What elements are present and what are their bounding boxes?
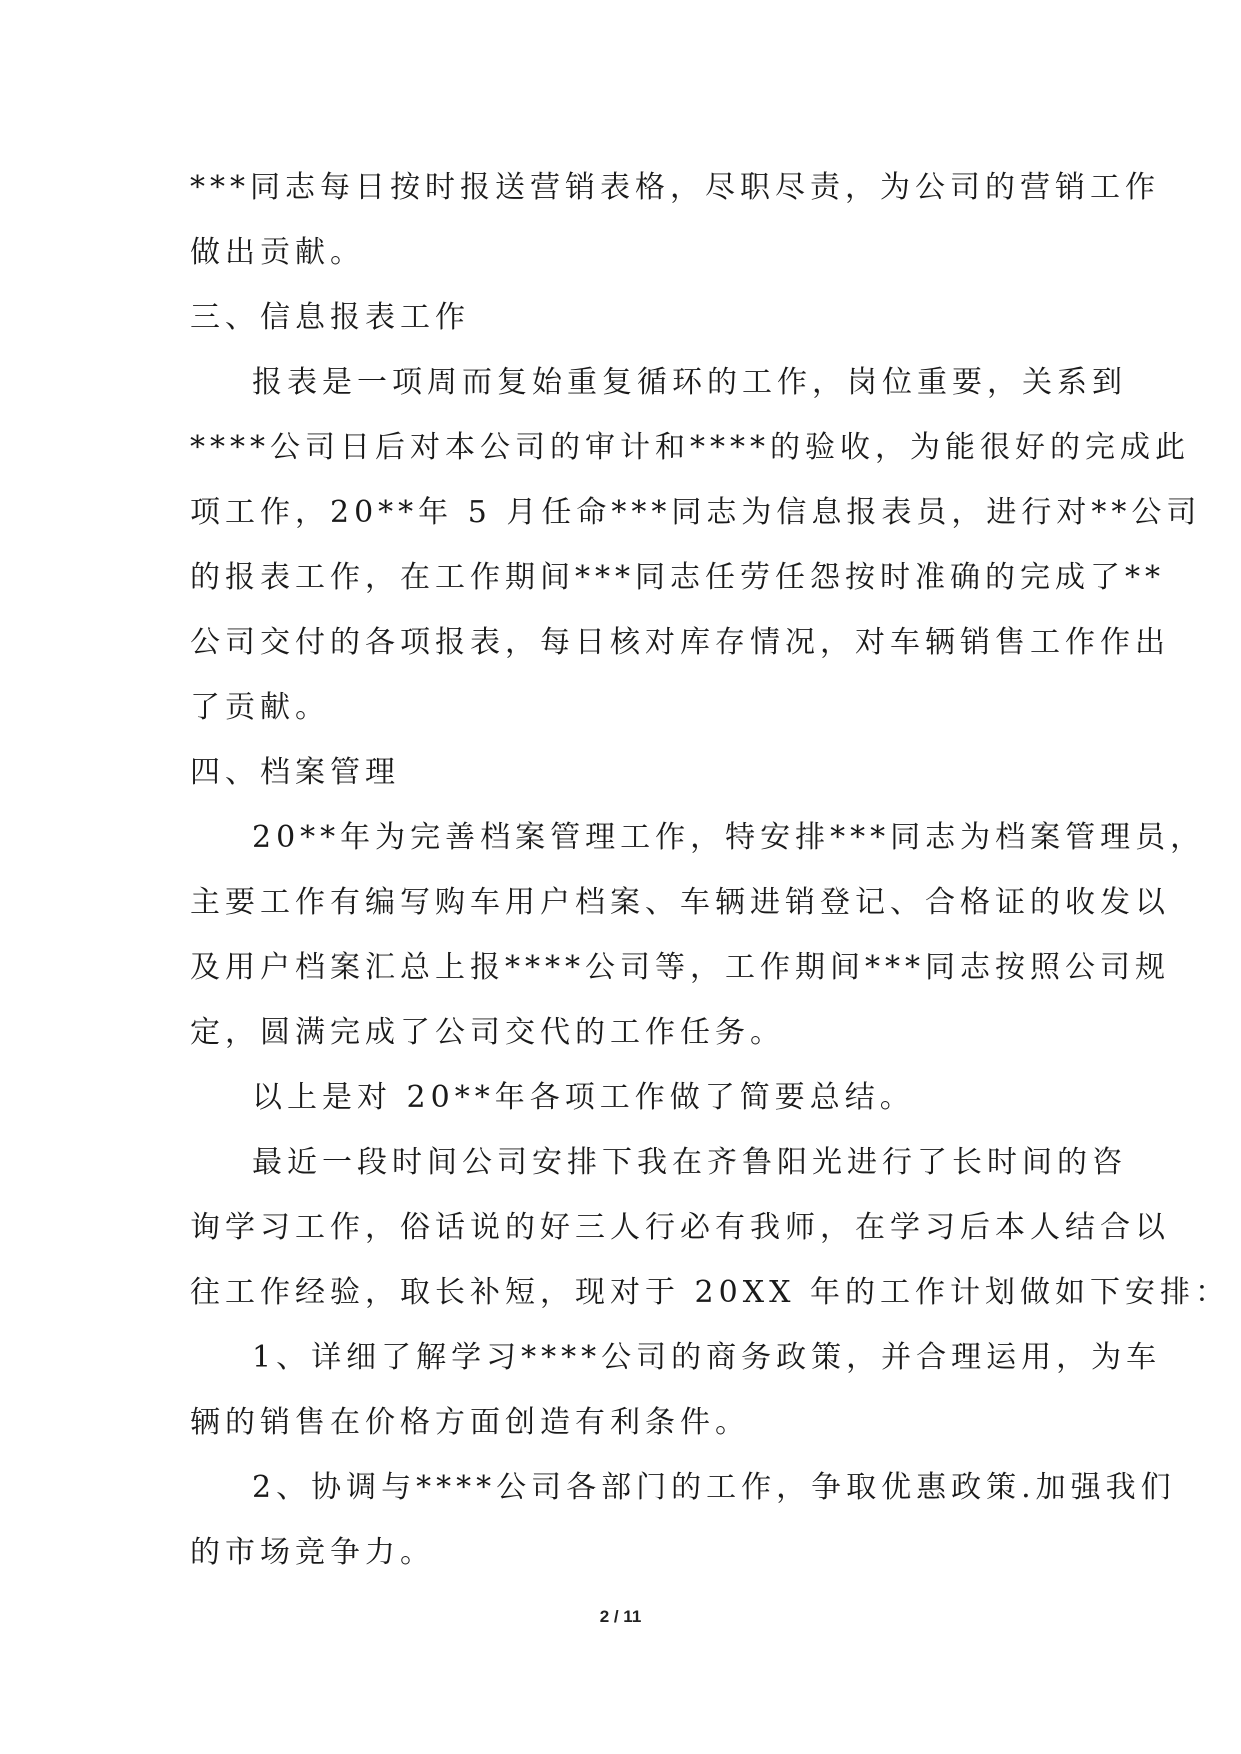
text-line: ****公司日后对本公司的审计和****的验收，为能很好的完成此 (190, 430, 1190, 465)
document-body (190, 155, 1230, 1585)
text-line: 询学习工作，俗话说的好三人行必有我师，在学习后本人结合以 (190, 1210, 1170, 1245)
text-line: 以上是对 20**年各项工作做了简要总结。 (252, 1080, 915, 1115)
text-line: 最近一段时间公司安排下我在齐鲁阳光进行了长时间的咨 (252, 1145, 1127, 1180)
text-line: 报表是一项周而复始重复循环的工作，岗位重要，关系到 (252, 365, 1127, 400)
text-line: 20**年为完善档案管理工作，特安排***同志为档案管理员， (252, 820, 1206, 855)
text-line: 项工作，20**年 5 月任命***同志为信息报表员，进行对**公司 (190, 495, 1202, 530)
text-line: 的市场竞争力。 (190, 1535, 435, 1570)
text-line: 1、详细了解学习****公司的商务政策，并合理运用，为车 (252, 1340, 1162, 1375)
text-line: 公司交付的各项报表，每日核对库存情况，对车辆销售工作作出 (190, 625, 1170, 660)
text-line: 做出贡献。 (190, 235, 365, 270)
text-line: 及用户档案汇总上报****公司等，工作期间***同志按照公司规 (190, 950, 1170, 985)
text-line: ***同志每日按时报送营销表格，尽职尽责，为公司的营销工作 (190, 170, 1160, 205)
text-line: 的报表工作，在工作期间***同志任劳任怨按时准确的完成了** (190, 560, 1165, 595)
text-line: 辆的销售在价格方面创造有利条件。 (190, 1405, 750, 1440)
page-number: 2 / 11 (599, 1607, 642, 1626)
text-line: 了贡献。 (190, 690, 330, 725)
text-line: 主要工作有编写购车用户档案、车辆进销登记、合格证的收发以 (190, 885, 1170, 920)
text-line: 定，圆满完成了公司交代的工作任务。 (190, 1015, 785, 1050)
text-line: 三、信息报表工作 (190, 300, 470, 335)
text-line: 2、协调与****公司各部门的工作，争取优惠政策.加强我们 (252, 1470, 1176, 1505)
text-line: 四、档案管理 (190, 755, 400, 790)
text-line: 往工作经验，取长补短，现对于 20XX 年的工作计划做如下安排： (190, 1275, 1230, 1310)
